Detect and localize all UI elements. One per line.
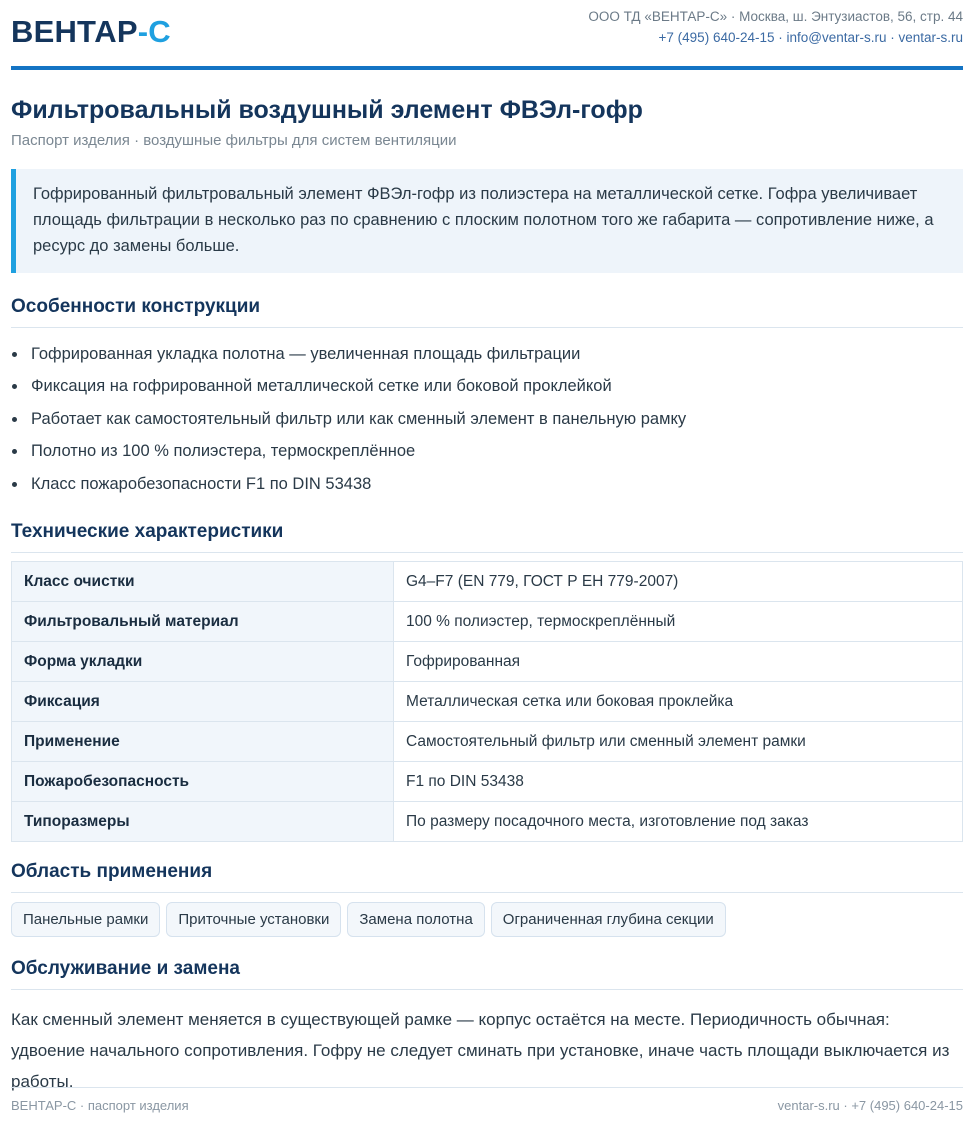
feature-item: Фиксация на гофрированной металлической сетке или боковой проклейкой	[11, 370, 963, 402]
spec-value: F1 по DIN 53438	[394, 762, 963, 802]
spec-key: Применение	[12, 722, 394, 762]
logo-accent: -С	[137, 14, 171, 49]
application-tag[interactable]: Панельные рамки	[11, 902, 160, 937]
table-row	[12, 642, 963, 682]
spec-value: 100 % полиэстер, термоскреплённый	[394, 602, 963, 642]
application-tag[interactable]: Замена полотна	[347, 902, 484, 937]
feature-item: Гофрированная укладка полотна — увеличенная площадь фильтрации	[11, 338, 963, 370]
spec-value: По размеру посадочного места, изготовление под заказ	[394, 802, 963, 842]
application-tag[interactable]: Приточные установки	[166, 902, 341, 937]
spec-key: Фиксация	[12, 682, 394, 722]
application-tags	[11, 902, 963, 937]
feature-item: Полотно из 100 % полиэстера, термоскреплённое	[11, 435, 963, 467]
application-tag[interactable]: Ограниченная глубина секции	[491, 902, 726, 937]
page-header	[11, 0, 963, 70]
company-address: ООО ТД «ВЕНТАР-С» · Москва, ш. Энтузиастов, 56, стр. 44	[588, 9, 963, 24]
table-row	[12, 762, 963, 802]
specs-table	[11, 561, 963, 842]
company-contacts	[588, 6, 963, 48]
spec-key: Форма укладки	[12, 642, 394, 682]
maintenance-heading: Обслуживание и замена	[11, 957, 963, 990]
maintenance-text: Как сменный элемент меняется в существующей рамке — корпус остаётся на месте. Периодичность обычная: удвоение начального сопротивления. Гофру не следует сминать при установке, иначе часть площади выключается из работы.	[11, 1010, 950, 1092]
logo-main: ВЕНТАР	[11, 14, 138, 49]
spec-key: Фильтровальный материал	[12, 602, 394, 642]
page-footer	[11, 1087, 963, 1113]
page-subtitle: Паспорт изделия · воздушные фильтры для систем вентиляции	[11, 132, 457, 149]
company-phone-email: +7 (495) 640-24-15 · info@ventar-s.ru · ventar-s.ru	[658, 30, 963, 45]
footer-right: ventar-s.ru · +7 (495) 640-24-15	[777, 1098, 963, 1113]
applications-heading: Область применения	[11, 860, 963, 893]
specs-heading: Технические характеристики	[11, 520, 963, 553]
lead-callout: Гофрированный фильтровальный элемент ФВЭл-гофр из полиэстера на металлической сетке. Гофра увеличивает площадь фильтрации в несколько раз по сравнению с плоским полотном того же габарита — сопротивление ниже, а ресурс до замены больше.	[11, 169, 963, 273]
spec-key: Класс очистки	[12, 562, 394, 602]
page-title: Фильтровальный воздушный элемент ФВЭл-гофр	[11, 96, 643, 124]
feature-item: Работает как самостоятельный фильтр или как сменный элемент в панельную рамку	[11, 403, 963, 435]
spec-value: Гофрированная	[394, 642, 963, 682]
spec-value: Металлическая сетка или боковая проклейка	[394, 682, 963, 722]
table-row	[12, 722, 963, 762]
table-row	[12, 802, 963, 842]
table-row	[12, 602, 963, 642]
features-heading: Особенности конструкции	[11, 295, 963, 328]
company-logo[interactable]	[11, 14, 171, 50]
spec-value: G4–F7 (EN 779, ГОСТ Р ЕН 779-2007)	[394, 562, 963, 602]
table-row	[12, 682, 963, 722]
spec-value: Самостоятельный фильтр или сменный элемент рамки	[394, 722, 963, 762]
spec-key: Пожаробезопасность	[12, 762, 394, 802]
table-row	[12, 562, 963, 602]
feature-item: Класс пожаробезопасности F1 по DIN 53438	[11, 468, 963, 500]
spec-key: Типоразмеры	[12, 802, 394, 842]
features-list	[11, 338, 963, 500]
footer-left: ВЕНТАР-С · паспорт изделия	[11, 1098, 189, 1113]
